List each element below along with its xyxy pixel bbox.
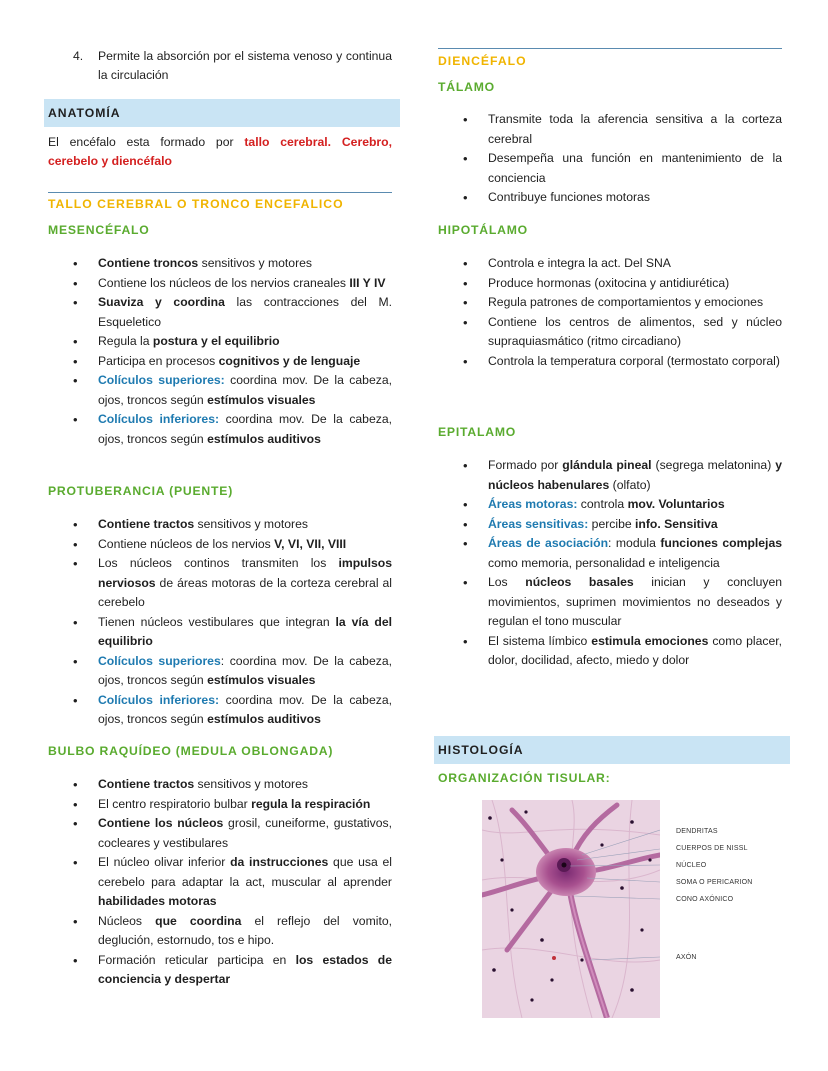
list-item: • Áreas sensitivas: percibe info. Sensitiva xyxy=(438,515,782,535)
section-divider xyxy=(438,48,782,49)
tallo-title: TALLO CEREBRAL O TRONCO ENCEFALICO xyxy=(48,197,344,211)
section-divider xyxy=(48,192,392,193)
list-item: • Participa en procesos cognitivos y de lenguaje xyxy=(48,352,392,372)
list-item: • Controla la temperatura corporal (termostato corporal) xyxy=(438,352,782,372)
list-item: • Tienen núcleos vestibulares que integran la vía del equilibrio xyxy=(48,613,392,652)
intro-text: El encéfalo esta formado por xyxy=(48,135,245,149)
list-item: • Los núcleos basales inician y concluyen movimientos, suprimen movimientos no deseados y regulan el tono muscular xyxy=(438,573,782,632)
histologia-subtitle: ORGANIZACIÓN TISULAR: xyxy=(438,771,611,785)
list-item: • Áreas motoras: controla mov. Voluntarios xyxy=(438,495,782,515)
list-item: • Colículos superiores: coordina mov. De la cabeza, ojos, troncos según estímulos visuales xyxy=(48,652,392,691)
section-header-anatomia xyxy=(44,99,400,127)
bulbo-list xyxy=(48,775,392,990)
talamo-list xyxy=(438,110,782,208)
list-item: • Contiene tractos sensitivos y motores xyxy=(48,515,392,535)
intro-dot: . xyxy=(327,135,342,149)
list-item: • Formado por glándula pineal (segrega melatonina) y núcleos habenulares (olfato) xyxy=(438,456,782,495)
section-title: ANATOMÍA xyxy=(48,106,121,120)
label-nissl: CUERPOS DE NISSL xyxy=(676,845,748,852)
list-item: • Formación reticular participa en los estados de conciencia y despertar xyxy=(48,951,392,990)
mesencefalo-title: MESENCÉFALO xyxy=(48,223,150,237)
section-title: HISTOLOGÍA xyxy=(438,743,524,757)
item-text: Permite la absorción por el sistema venoso y continua la circulación xyxy=(98,49,392,82)
bulbo-title: BULBO RAQUÍDEO (MEDULA OBLONGADA) xyxy=(48,744,334,758)
protuberancia-title: PROTUBERANCIA (PUENTE) xyxy=(48,484,234,498)
list-item: • Contiene los núcleos grosil, cuneiforme, gustativos, cocleares y vestibulares xyxy=(48,814,392,853)
list-item: • Los núcleos continos transmiten los impulsos nerviosos de áreas motoras de la corteza cerebral al cerebelo xyxy=(48,554,392,613)
label-dendritas: DENDRITAS xyxy=(676,828,718,835)
list-item: • Produce hormonas (oxitocina y antidiurética) xyxy=(438,274,782,294)
label-soma: SOMA O PERICARION xyxy=(676,879,753,886)
hipotalamo-list xyxy=(438,254,782,371)
label-cono: CONO AXÓNICO xyxy=(676,896,734,903)
intro-highlight-1: tallo cerebral xyxy=(244,135,328,149)
epitalamo-list xyxy=(438,456,782,671)
protuberancia-list xyxy=(48,515,392,730)
list-item: • Núcleos que coordina el reflejo del vomito, deglución, estornudo, tos e hipo. xyxy=(48,912,392,951)
list-item-4 xyxy=(48,47,392,85)
anatomia-intro xyxy=(48,133,392,171)
list-item: • Regula la postura y el equilibrio xyxy=(48,332,392,352)
list-item: • Controla e integra la act. Del SNA xyxy=(438,254,782,274)
list-item: • Regula patrones de comportamientos y emociones xyxy=(438,293,782,313)
intro-highlight-2: Cerebro, cerebelo y diencéfalo xyxy=(48,135,392,168)
list-item: • Desempeña una función en mantenimiento de la conciencia xyxy=(438,149,782,188)
hipotalamo-title: HIPOTÁLAMO xyxy=(438,223,528,237)
section-header-histologia xyxy=(434,736,790,764)
list-item: • Colículos inferiores: coordina mov. De la cabeza, ojos, troncos según estímulos auditivos xyxy=(48,410,392,449)
list-item: • Colículos inferiores: coordina mov. De la cabeza, ojos, troncos según estímulos auditivos xyxy=(48,691,392,730)
list-item: • El centro respiratorio bulbar regula la respiración xyxy=(48,795,392,815)
list-item: • Colículos superiores: coordina mov. De la cabeza, ojos, troncos según estímulos visuales xyxy=(48,371,392,410)
list-item: • El núcleo olivar inferior da instrucciones que usa el cerebelo para adaptar la act, muscular al aprender habilidades motoras xyxy=(48,853,392,912)
label-axon: AXÓN xyxy=(676,954,697,961)
list-item: • Suaviza y coordina las contracciones del M. Esqueletico xyxy=(48,293,392,332)
left-column xyxy=(48,0,392,1071)
neuron-micrograph xyxy=(482,800,660,1018)
list-item: • Contiene los núcleos de los nervios craneales III Y IV xyxy=(48,274,392,294)
mesencefalo-list xyxy=(48,254,392,449)
diencefalo-title: DIENCÉFALO xyxy=(438,54,527,68)
list-item: • Contiene troncos sensitivos y motores xyxy=(48,254,392,274)
list-item: • Transmite toda la aferencia sensitiva a la corteza cerebral xyxy=(438,110,782,149)
epitalamo-title: EPITALAMO xyxy=(438,425,517,439)
item-number: 4. xyxy=(73,49,84,63)
talamo-title: TÁLAMO xyxy=(438,80,495,94)
list-item: • Áreas de asociación: modula funciones complejas como memoria, personalidad e inteligencia xyxy=(438,534,782,573)
list-item: • Contiene tractos sensitivos y motores xyxy=(48,775,392,795)
list-item: • Contribuye funciones motoras xyxy=(438,188,782,208)
label-nucleo: NÚCLEO xyxy=(676,862,707,869)
list-item: • El sistema límbico estimula emociones como placer, dolor, docilidad, afecto, miedo y dolor xyxy=(438,632,782,671)
list-item: • Contiene núcleos de los nervios V, VI, VII, VIII xyxy=(48,535,392,555)
list-item: • Contiene los centros de alimentos, sed y núcleo supraquiasmático (ritmo circadiano) xyxy=(438,313,782,352)
